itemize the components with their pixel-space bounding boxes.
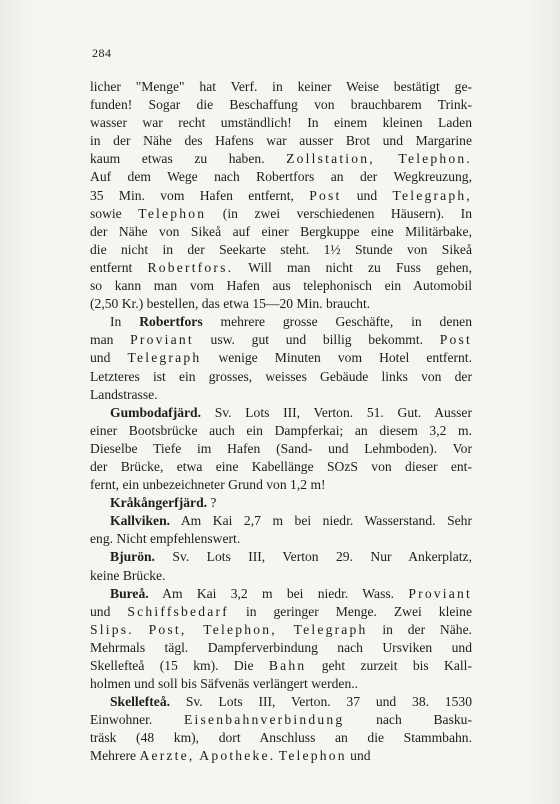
text-line [90,567,472,585]
text-run: die nicht in der Seekarte steht. 1½ Stunde von Sikeå [90,241,472,257]
text-run: wasser war recht umständlich! In einem kleinen Laden [90,115,472,131]
text-line [90,494,472,512]
spaced-keyword: Post [309,187,342,203]
text-run: Mehrmals tägl. Dampferverbindung nach Ursviken und [90,639,472,655]
text-line [90,711,472,729]
spaced-keyword: Proviant [408,585,472,601]
text-line [90,621,472,639]
text-run: Sv. Lots III, Verton. 51. Gut. Ausser [201,404,472,420]
text-line [90,729,472,747]
text-run: in der Nähe. [367,621,473,637]
text-run: geht zurzeit bis Kall- [306,658,472,673]
text-line [90,603,472,621]
text-run: entfernt [90,259,148,275]
spaced-keyword: Eisenbahnverbindung [184,712,345,728]
text-run: und [341,187,393,203]
text-line [90,368,472,386]
entry-heading: Bjurön. [110,549,155,565]
text-run: (2,50 Kr.) bestellen, das etwa 15—20 Min. braucht. [90,296,371,312]
text-run [134,622,149,637]
spaced-keyword: Robertfors. [147,259,234,275]
text-line [90,422,472,440]
text-line [90,657,472,675]
text-run: fernt, ein unbezeichneter Grund von 1,2 m! [90,477,326,493]
text-run: und [90,350,128,366]
entry-heading: Robertfors [139,314,203,330]
page-number: 284 [92,46,112,60]
text-run: Auf dem Wege nach Robertfors an der Wegkreuzung, [90,169,472,185]
text-run: Mehrere [90,748,140,764]
text-run: holmen und soll bis Säfvenäs verlängert werden.. [90,676,359,692]
text-run: eng. Nicht empfehlenswert. [90,531,241,547]
text-line [90,639,472,657]
text-line [90,295,472,313]
text-line [90,114,472,132]
text-run: nach Basku- [344,712,472,728]
text-run: ? [207,495,217,511]
text-run: Einwohner. [90,712,185,728]
text-line [90,78,472,96]
text-line [90,693,472,711]
text-run: kaum etwas zu haben. [90,151,287,167]
text-line [90,404,472,422]
text-line [90,386,472,404]
text-run: funden! Sogar die Beschaffung von brauchbarem Trink- [90,97,472,113]
entry-heading: Gumbodafjärd. [110,404,202,420]
text-run: Am Kai 2,7 m bei niedr. Wasserstand. Sehr [170,513,472,529]
text-run: Sv. Lots III, Verton. 37 und 38. 1530 [170,694,472,710]
text-run: träsk (48 km), dort Anschluss an die Stammbahn. [90,730,472,746]
text-run: Will man nicht zu Fuss gehen, [233,259,472,275]
spaced-keyword: Telegraph, [392,187,473,203]
text-run: Skellefteå (15 km). Die [90,658,269,673]
text-line [90,476,472,494]
entry-heading: Kråkångerfjärd. [110,495,208,511]
text-run: so kann man vom Hafen aus telephonisch ein Automobil [90,278,472,294]
spaced-keyword: Zollstation, Telephon. [286,151,472,167]
text-run: In [110,314,140,330]
text-run: Letzteres ist ein grosses, weisses Gebäude links von der [90,368,472,384]
text-line [90,530,472,548]
text-run: in der Nähe des Hafens war ausser Brot und Margarine [90,133,472,149]
text-line [90,585,472,603]
text-run: Landstrasse. [90,386,158,402]
text-line [90,259,472,277]
text-line [90,349,472,367]
entry-heading: Bureå. [110,585,149,601]
spaced-keyword: Post, Telephon, Telegraph [148,621,368,637]
text-line [90,331,472,349]
text-run: Dieselbe Tiefe im Hafen (Sand- und Lehmboden). Vor [90,440,472,456]
text-line [90,747,472,765]
spaced-keyword: Bahn [268,658,307,673]
body-text [90,78,472,766]
text-run: und [90,603,128,619]
text-line [90,313,472,331]
text-line [90,150,472,168]
text-line [90,548,472,566]
spaced-keyword: Telephon [278,748,347,764]
text-run: der Nähe von Sikeå auf einer Bergkuppe eine Militärbake, [90,223,472,239]
text-run: wenige Minuten vom Hotel entfernt. [201,350,472,366]
text-run: licher "Menge" hat Verf. in keiner Weise bestätigt ge- [90,79,472,94]
text-line [90,96,472,114]
spaced-keyword: Telephon [138,205,207,221]
text-line [90,440,472,458]
text-line [90,675,472,693]
spaced-keyword: Aerzte, Apotheke. [139,748,276,764]
text-run: man [90,332,131,348]
entry-heading: Skellefteå. [110,694,171,710]
text-run: mehrere grosse Geschäfte, in denen [202,314,472,330]
text-line [90,277,472,295]
text-run: Sv. Lots III, Verton 29. Nur Ankerplatz, [154,549,472,565]
text-run: sowie [90,205,139,221]
spaced-keyword: Telegraph [127,350,202,366]
text-line [90,512,472,530]
text-run: usw. gut und billig bekommt. [193,332,440,348]
text-line [90,458,472,476]
entry-heading: Kallviken. [110,513,171,529]
text-run: (in zwei verschiedenen Häusern). In [206,205,472,221]
text-line [90,205,472,223]
spaced-keyword: Post [439,332,472,348]
text-line [90,132,472,150]
text-run: in geringer Menge. Zwei kleine [228,603,472,619]
text-run: keine Brücke. [90,567,166,583]
text-line [90,241,472,259]
text-line [90,168,472,186]
text-run: und [346,748,371,764]
text-run: Am Kai 3,2 m bei niedr. Wass. [148,585,409,601]
text-run: 35 Min. vom Hafen entfernt, [90,187,310,203]
spaced-keyword: Slips. [90,621,134,637]
text-line [90,223,472,241]
text-line [90,187,472,205]
spaced-keyword: Schiffsbedarf [127,603,229,619]
spaced-keyword: Proviant [130,332,194,348]
text-run: einer Bootsbrücke auch ein Dampferkai; an diesem 3,2 m. [90,422,472,438]
text-run: der Brücke, etwa eine Kabellänge SOzS von dieser ent- [90,458,472,474]
